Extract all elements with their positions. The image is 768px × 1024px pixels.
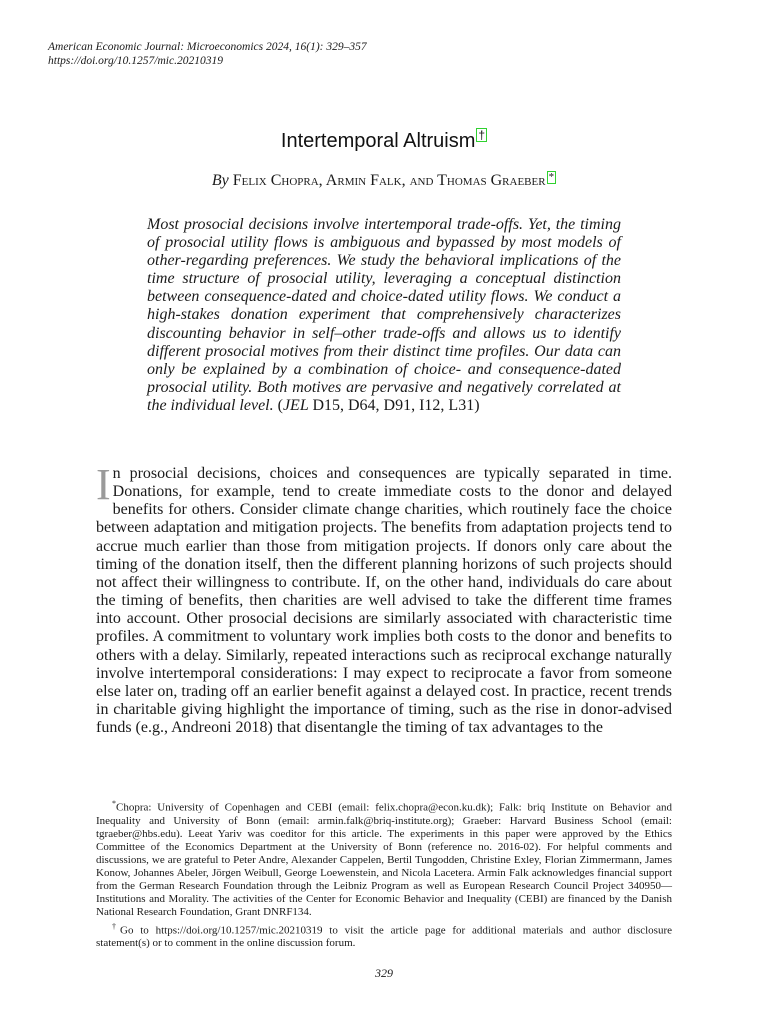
article-title-block xyxy=(0,128,768,154)
footnotes xyxy=(96,797,672,950)
abstract xyxy=(147,216,621,415)
journal-header xyxy=(48,41,367,68)
body-text xyxy=(96,460,672,737)
title-footnote-link[interactable]: † xyxy=(478,128,486,143)
footnote-article-page xyxy=(96,920,672,951)
jel-open-paren: ( xyxy=(277,396,283,414)
author-line xyxy=(0,171,768,191)
article-title: Intertemporal Altruism xyxy=(280,130,476,152)
author-footnote-link[interactable]: * xyxy=(548,171,555,183)
page-number: 329 xyxy=(375,966,393,980)
doi-link[interactable]: https://doi.org/10.1257/mic.20210319 xyxy=(48,54,223,67)
footnote-text: Go to https://doi.org/10.1257/mic.20210319 to visit the article page for additional materials and author disclosure statement(s) or to comment in the online discussion forum. xyxy=(96,924,673,950)
journal-citation: American Economic Journal: Microeconomics 2024, 16(1): 329–357 xyxy=(48,41,367,53)
abstract-text: Most prosocial decisions involve intertemporal trade-offs. Yet, the timing of prosocial utility flows is ambiguous and bypassed by most models of other-regarding preferences. We study the behavioral implications of the time structure of prosocial utility, leveraging a conceptual distinction between consequence-dated and choice-dated utility flows. We conduct a high-stakes donation experiment that comprehensively characterizes discounting behavior in self–other trade-offs and allows us to identify different prosocial motives from their distinct time profiles. Our data can only be explained by a combination of choice- and consequence-dated prosocial utility. Both motives are pervasive and negatively correlated at the individual level. xyxy=(147,216,621,414)
by-label: By xyxy=(211,172,229,189)
footnote-mark: * xyxy=(112,799,116,808)
footnote-author-affiliations xyxy=(96,797,672,920)
author-names: Felix Chopra, Armin Falk, and Thomas Graeber xyxy=(232,172,546,189)
intro-paragraph: n prosocial decisions, choices and consequences are typically separated in time. Donations, for example, tend to create immediate costs to the donor and delayed benefits for others. Consider climate change charities, which routinely face the choice between adaptation and mitigation projects. The benefits from adaptation projects tend to accrue much earlier than those from mitigation projects. If donors only care about the timing of the donation itself, then the different planning horizons of such projects should not affect their willingness to contribute. If, on the other hand, individuals do care about the timing of benefits, then charities are well advised to take the different time frames into account. Other prosocial decisions are similarly associated with characteristic time profiles. A commitment to voluntary work implies both costs to the donor and benefits to others with a delay. Similarly, repeated interactions such as reciprocal exchange naturally involve intertemporal considerations: I may expect to reciprocate a favor from someone else later on, trading off an earlier benefit against a delayed cost. In practice, recent trends in charitable giving highlight the importance of timing, such as the rise in donor-advised funds (e.g., Andreoni 2018) that disentangle the timing of tax advantages to the xyxy=(96,465,672,737)
footnote-mark: † xyxy=(112,921,121,931)
jel-codes: D15, D64, D91, I12, L31) xyxy=(312,396,480,414)
footnote-text: Chopra: University of Copenhagen and CEBI (email: felix.chopra@econ.ku.dk); Falk: briq Institute on Behavior and Inequality and University of Bonn (email: armin.falk@briq-institute.org); Graeber: Harvard Business School (email: tgraeber@hbs.edu). Leeat Yariv was coeditor for this article. The experiments in this paper were approved by the Ethics Committee of the Economics Department at the University of Bonn (reference no. 2016-02). For helpful comments and discussions, we are grateful to Peter Andre, Alexander Cappelen, Bertil Tungodden, Christine Exley, Florian Zimmermann, James Konow, Johannes Abeler, Jörgen Weibull, George Loewenstein, and Nicola Lacetera. Armin Falk acknowledges financial support from the German Research Foundation through the Leibniz Program as well as European Research Council Project 340950—Institutions and Morality. The activities of the Center for Economic Behavior and Inequality (CEBI) are financed by the Danish National Research Foundation, Grant DNRF134. xyxy=(96,801,672,919)
jel-label: JEL xyxy=(282,396,309,414)
drop-cap: I xyxy=(96,460,111,509)
